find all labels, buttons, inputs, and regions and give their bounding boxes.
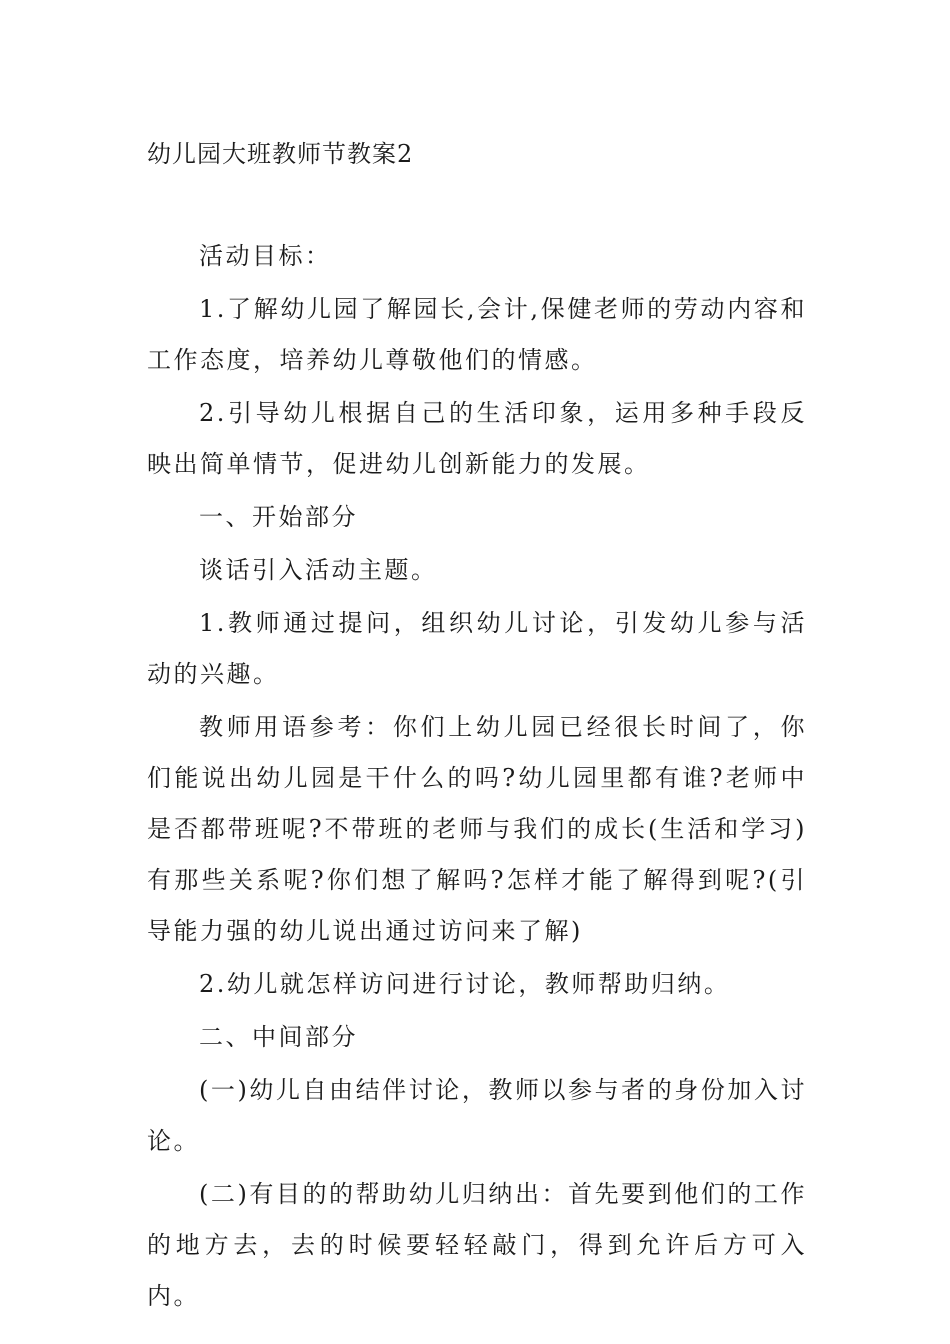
paragraph-section-start: 一、开始部分 (199, 503, 358, 531)
paragraph-goal-1: 1.了解幼儿园了解园长,会计,保健老师的劳动内容和工作态度，培养幼儿尊敬他们的情感。 (147, 295, 807, 374)
paragraph-step-2: 2.幼儿就怎样访问进行讨论，教师帮助归纳。 (199, 970, 731, 998)
document-title: 幼儿园大班教师节教案2 (147, 140, 414, 168)
paragraph-sub-1: (一)幼儿自由结伴讨论，教师以参与者的身份加入讨论。 (147, 1076, 807, 1155)
paragraph-step-1: 1.教师通过提问，组织幼儿讨论，引发幼儿参与活动的兴趣。 (147, 609, 807, 688)
document-body (147, 231, 807, 1324)
paragraph-goal-2: 2.引导幼儿根据自己的生活印象，运用多种手段反映出简单情节，促进幼儿创新能力的发展。 (147, 399, 807, 478)
paragraph-activity-goals: 活动目标： (199, 242, 332, 270)
paragraph-topic-intro: 谈话引入活动主题。 (199, 556, 438, 584)
paragraph-section-middle: 二、中间部分 (199, 1023, 358, 1051)
paragraph-teacher-script: 教师用语参考：你们上幼儿园已经很长时间了，你们能说出幼儿园是干什么的吗?幼儿园里都有谁?老师中是否都带班呢?不带班的老师与我们的成长(生活和学习)有那些关系呢?你们想了解吗?怎样才能了解得到呢?(引导能力强的幼儿说出通过访问来了解) (147, 713, 807, 945)
paragraph-sub-2: (二)有目的的帮助幼儿归纳出：首先要到他们的工作的地方去，去的时候要轻轻敲门，得到允许后方可入内。 (147, 1180, 807, 1310)
